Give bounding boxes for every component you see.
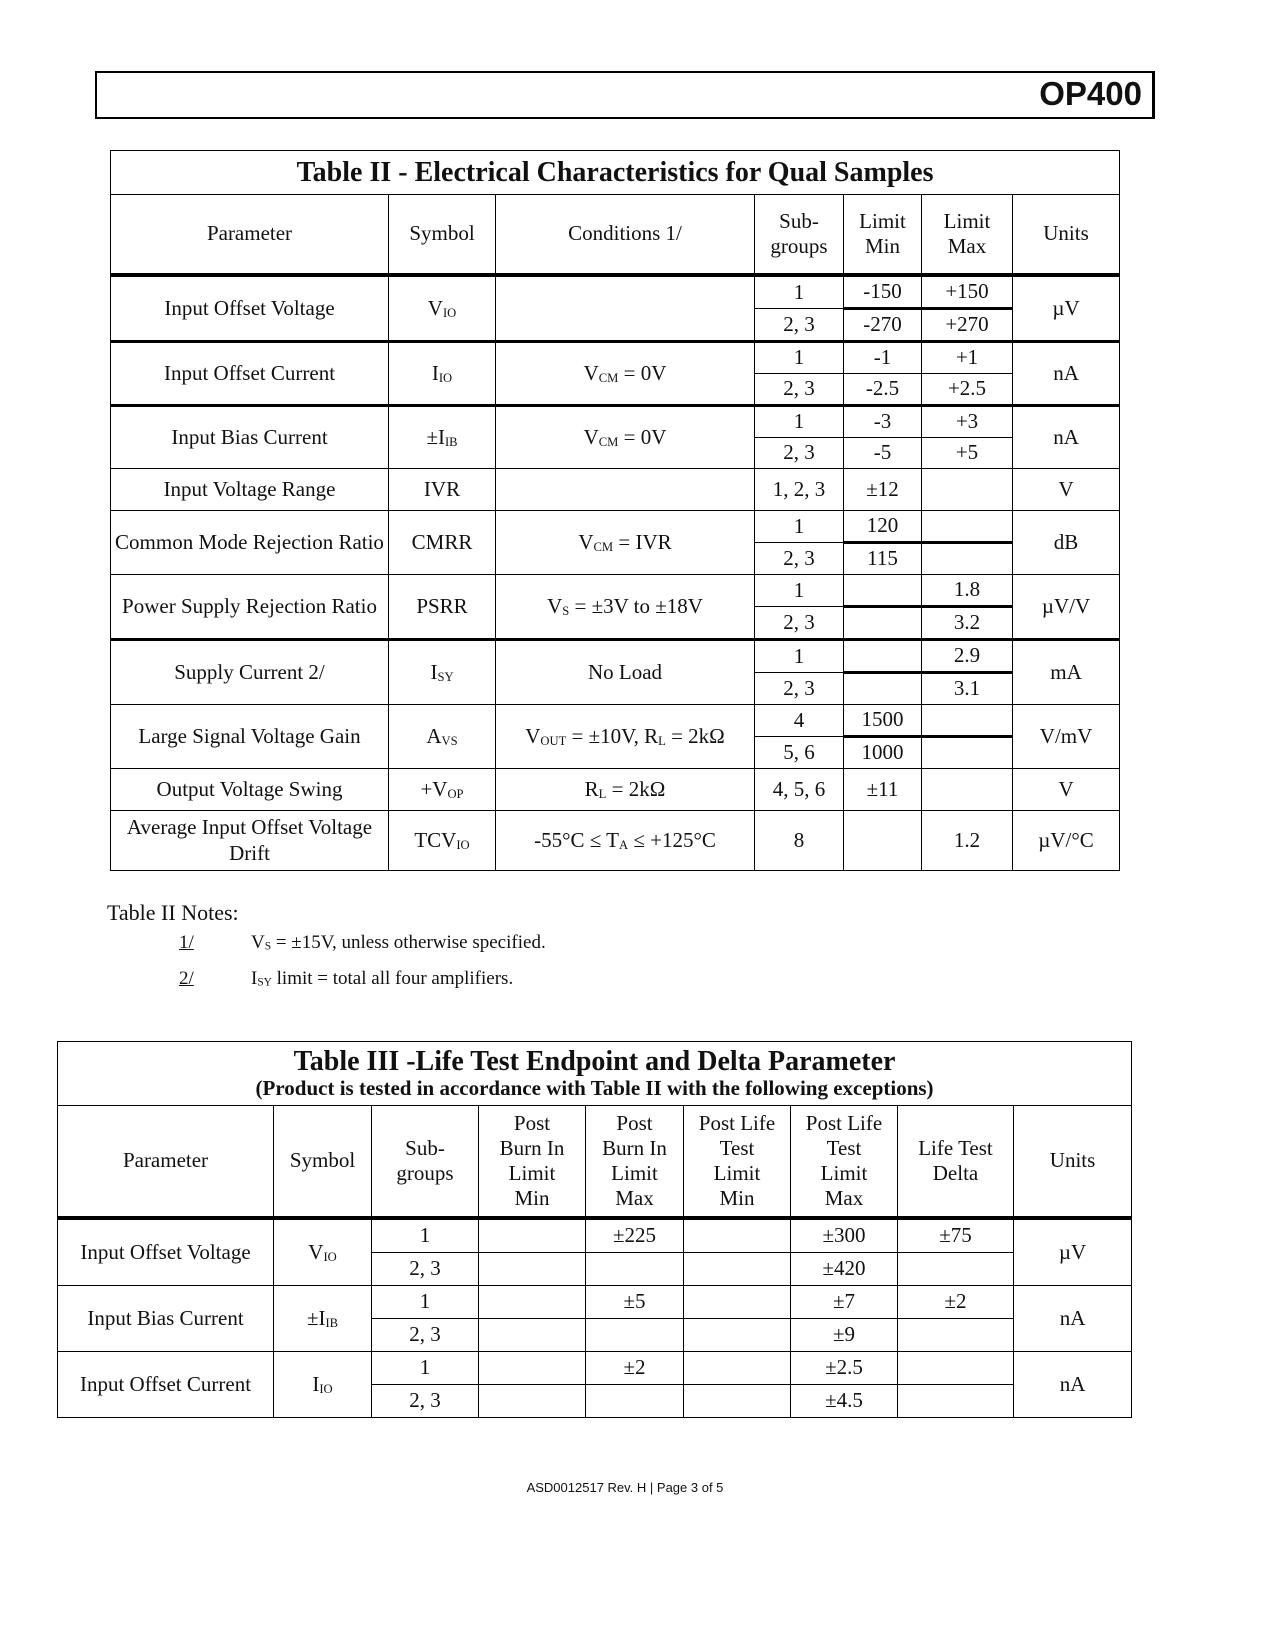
sub-cell: 2, 3 [372, 1385, 479, 1418]
text-segment: CM [593, 539, 614, 554]
sub-cell: 1 [755, 575, 844, 607]
table-electrical-characteristics [110, 150, 1120, 871]
part-number: OP400 [1039, 75, 1142, 112]
text-segment: = 0V [618, 360, 667, 385]
parameter-cell: Output Voltage Swing [111, 769, 389, 811]
text-segment: V [427, 295, 443, 320]
pbmax-cell: ±225 [586, 1218, 684, 1253]
text-segment: I [430, 659, 438, 684]
units-cell: V/mV [1013, 705, 1120, 769]
sub-cell: 1 [755, 275, 844, 309]
max-cell: 1.8 [922, 575, 1013, 607]
text-segment: ±I [306, 1305, 326, 1330]
pbmax-cell [586, 1385, 684, 1418]
conditions-cell [496, 469, 755, 511]
conditions-cell [496, 406, 755, 469]
text-segment: = ±10V, R [566, 723, 659, 748]
sub-cell: 1 [755, 640, 844, 673]
symbol-cell [389, 811, 496, 871]
min-cell [844, 811, 922, 871]
text-segment: L [658, 733, 666, 748]
column-header: Parameter [111, 195, 389, 276]
max-cell [922, 543, 1013, 575]
parameter-cell: Input Offset Voltage [58, 1218, 274, 1286]
text-segment: SY [437, 669, 454, 684]
conditions-cell [496, 705, 755, 769]
table-row [58, 1218, 1132, 1253]
min-cell: 120 [844, 511, 922, 543]
conditions-cell [496, 511, 755, 575]
parameter-cell: Input Bias Current [58, 1286, 274, 1352]
sub-cell: 2, 3 [755, 543, 844, 575]
parameter-cell: Average Input Offset Voltage Drift [111, 811, 389, 871]
sub-cell: 1 [372, 1286, 479, 1319]
max-cell: +3 [922, 406, 1013, 438]
table-row [111, 705, 1120, 737]
units-cell: mA [1013, 640, 1120, 705]
min-cell: -5 [844, 438, 922, 469]
min-cell: -3 [844, 406, 922, 438]
plmax-cell: ±300 [791, 1218, 898, 1253]
text-segment: ±I [426, 424, 445, 449]
text-segment: I [431, 360, 439, 385]
min-cell: 1500 [844, 705, 922, 737]
pbmax-cell [586, 1253, 684, 1286]
sub-cell: 1 [755, 342, 844, 374]
max-cell: +150 [922, 275, 1013, 309]
text-segment: A [426, 723, 442, 748]
plmin-cell [684, 1218, 791, 1253]
units-cell: nA [1013, 406, 1120, 469]
min-cell: -270 [844, 309, 922, 342]
column-header: Post Life Test Limit Min [684, 1106, 791, 1219]
table-row [111, 406, 1120, 438]
delta-cell [898, 1352, 1014, 1385]
plmin-cell [684, 1319, 791, 1352]
units-cell: V [1013, 469, 1120, 511]
plmin-cell [684, 1385, 791, 1418]
sub-cell: 2, 3 [372, 1319, 479, 1352]
text-segment: V [583, 424, 599, 449]
max-cell: 3.2 [922, 607, 1013, 640]
column-header: Post Burn In Limit Min [479, 1106, 586, 1219]
page-header [95, 71, 1155, 119]
units-cell: µV/°C [1013, 811, 1120, 871]
column-header: Post Life Test Limit Max [791, 1106, 898, 1219]
table-row [111, 511, 1120, 543]
conditions-cell [496, 275, 755, 342]
min-cell: ±12 [844, 469, 922, 511]
text-segment: CMRR [411, 529, 473, 554]
text-segment: IO [456, 837, 470, 852]
min-cell: 1000 [844, 737, 922, 769]
text-segment: = 2kΩ [665, 723, 725, 748]
parameter-cell: Input Bias Current [111, 406, 389, 469]
symbol-cell [389, 275, 496, 342]
table-title: Table II - Electrical Characteristics for Qual Samples [111, 151, 1120, 195]
text-segment: V [525, 723, 541, 748]
text-segment: CM [598, 434, 619, 449]
text-segment: -55°C ≤ T [534, 827, 619, 852]
text-segment: IO [323, 1249, 337, 1264]
symbol-cell [389, 342, 496, 406]
notes-title: Table II Notes: [107, 900, 239, 925]
units-cell: nA [1014, 1352, 1132, 1418]
symbol-cell [389, 575, 496, 640]
text-segment: ≤ +125°C [628, 827, 716, 852]
note-text [251, 932, 546, 954]
text-segment: IVR [423, 476, 461, 501]
text-segment: CM [598, 370, 619, 385]
text-segment: A [618, 837, 629, 852]
pbmax-cell: ±5 [586, 1286, 684, 1319]
min-cell [844, 575, 922, 607]
sub-cell: 2, 3 [372, 1253, 479, 1286]
sub-cell: 1 [755, 406, 844, 438]
note-number: 1/ [179, 932, 194, 953]
min-cell [844, 607, 922, 640]
sub-cell: 4, 5, 6 [755, 769, 844, 811]
column-header: Units [1013, 195, 1120, 276]
symbol-cell [389, 640, 496, 705]
text-segment: OUT [540, 733, 567, 748]
column-header: Life Test Delta [898, 1106, 1014, 1219]
conditions-cell [496, 342, 755, 406]
symbol-cell [274, 1352, 372, 1418]
pbmin-cell [479, 1286, 586, 1319]
text-segment: IO [438, 370, 453, 385]
min-cell: -2.5 [844, 374, 922, 406]
sub-cell: 1 [372, 1352, 479, 1385]
text-segment: IO [319, 1381, 333, 1396]
text-segment: PSRR [416, 593, 468, 618]
max-cell: +1 [922, 342, 1013, 374]
max-cell: 3.1 [922, 673, 1013, 705]
symbol-cell [389, 769, 496, 811]
text-segment: limit = total all four amplifiers. [271, 968, 514, 989]
plmax-cell: ±7 [791, 1286, 898, 1319]
note-number: 2/ [179, 968, 194, 989]
plmax-cell: ±4.5 [791, 1385, 898, 1418]
sub-cell: 2, 3 [755, 438, 844, 469]
text-segment: IB [444, 434, 458, 449]
table-row [111, 275, 1120, 309]
max-cell: +5 [922, 438, 1013, 469]
sub-cell: 2, 3 [755, 607, 844, 640]
delta-cell: ±75 [898, 1218, 1014, 1253]
plmin-cell [684, 1352, 791, 1385]
text-segment: I [312, 1371, 320, 1396]
table-subtitle: (Product is tested in accordance with Table II with the following exceptions) [255, 1075, 934, 1100]
min-cell: -150 [844, 275, 922, 309]
pbmin-cell [479, 1253, 586, 1286]
table-title-main: Table III -Life Test Endpoint and Delta Parameter [293, 1046, 896, 1078]
page-footer: ASD0012517 Rev. H | Page 3 of 5 [526, 1480, 724, 1495]
parameter-cell: Large Signal Voltage Gain [111, 705, 389, 769]
conditions-cell [496, 640, 755, 705]
text-segment: V [583, 360, 599, 385]
sub-cell: 2, 3 [755, 309, 844, 342]
column-header: Parameter [58, 1106, 274, 1219]
text-segment: = ±15V, unless otherwise specified. [271, 932, 546, 953]
max-cell [922, 469, 1013, 511]
sub-cell: 1 [755, 511, 844, 543]
max-cell: 2.9 [922, 640, 1013, 673]
pbmin-cell [479, 1352, 586, 1385]
pbmin-cell [479, 1218, 586, 1253]
text-segment: S [562, 603, 570, 618]
max-cell [922, 511, 1013, 543]
units-cell: V [1013, 769, 1120, 811]
text-segment: V [251, 932, 265, 953]
column-header: Post Burn In Limit Max [586, 1106, 684, 1219]
column-header: Units [1014, 1106, 1132, 1219]
max-cell: 1.2 [922, 811, 1013, 871]
pbmin-cell [479, 1385, 586, 1418]
parameter-cell: Input Voltage Range [111, 469, 389, 511]
text-segment: +V [420, 776, 448, 801]
plmin-cell [684, 1286, 791, 1319]
max-cell: +270 [922, 309, 1013, 342]
units-cell: nA [1014, 1286, 1132, 1352]
text-segment: SY [257, 976, 272, 989]
pbmax-cell: ±2 [586, 1352, 684, 1385]
text-segment: V [547, 593, 563, 618]
header-row [58, 1106, 1132, 1219]
sub-cell: 1 [372, 1218, 479, 1253]
text-segment: = 0V [618, 424, 667, 449]
symbol-cell [389, 406, 496, 469]
text-segment: VS [441, 733, 458, 748]
column-header: Sub- groups [372, 1106, 479, 1219]
table-row [111, 769, 1120, 811]
column-header: Symbol [274, 1106, 372, 1219]
text-segment: I [251, 968, 258, 989]
min-cell: -1 [844, 342, 922, 374]
table-row [111, 811, 1120, 871]
sub-cell: 1, 2, 3 [755, 469, 844, 511]
text-segment: IB [325, 1315, 339, 1330]
conditions-cell [496, 769, 755, 811]
conditions-cell [496, 575, 755, 640]
table-title [58, 1042, 1132, 1106]
symbol-cell [389, 511, 496, 575]
parameter-cell: Input Offset Current [111, 342, 389, 406]
table-row [111, 640, 1120, 673]
min-cell [844, 640, 922, 673]
table-row [111, 469, 1120, 511]
text-segment: IO [442, 305, 457, 320]
max-cell [922, 737, 1013, 769]
units-cell: dB [1013, 511, 1120, 575]
table-row [111, 575, 1120, 607]
column-header: Symbol [389, 195, 496, 276]
parameter-cell: Input Offset Voltage [111, 275, 389, 342]
sub-cell: 2, 3 [755, 673, 844, 705]
max-cell [922, 769, 1013, 811]
parameter-cell: Input Offset Current [58, 1352, 274, 1418]
plmax-cell: ±420 [791, 1253, 898, 1286]
table-life-test [57, 1041, 1132, 1418]
plmin-cell [684, 1253, 791, 1286]
min-cell [844, 673, 922, 705]
column-header: Limit Max [922, 195, 1013, 276]
max-cell: +2.5 [922, 374, 1013, 406]
text-segment: L [598, 786, 607, 801]
max-cell [922, 705, 1013, 737]
units-cell: µV/V [1013, 575, 1120, 640]
sub-cell: 5, 6 [755, 737, 844, 769]
column-header: Sub- groups [755, 195, 844, 276]
parameter-cell: Power Supply Rejection Ratio [111, 575, 389, 640]
symbol-cell [274, 1286, 372, 1352]
note-text [251, 968, 513, 990]
symbol-cell [389, 469, 496, 511]
units-cell: µV [1013, 275, 1120, 342]
text-segment: V [308, 1239, 324, 1264]
symbol-cell [274, 1218, 372, 1286]
pbmax-cell [586, 1319, 684, 1352]
parameter-cell: Common Mode Rejection Ratio [111, 511, 389, 575]
text-segment: = 2kΩ [606, 776, 666, 801]
text-segment: R [584, 776, 599, 801]
symbol-cell [389, 705, 496, 769]
header-row [111, 195, 1120, 276]
table-row [58, 1352, 1132, 1385]
table-row [111, 342, 1120, 374]
units-cell: µV [1014, 1218, 1132, 1286]
delta-cell [898, 1253, 1014, 1286]
table-row [58, 1286, 1132, 1319]
text-segment: = ±3V to ±18V [569, 593, 703, 618]
plmax-cell: ±9 [791, 1319, 898, 1352]
delta-cell [898, 1385, 1014, 1418]
sub-cell: 2, 3 [755, 374, 844, 406]
delta-cell [898, 1319, 1014, 1352]
min-cell: ±11 [844, 769, 922, 811]
text-segment: OP [447, 786, 464, 801]
plmax-cell: ±2.5 [791, 1352, 898, 1385]
text-segment: = IVR [613, 529, 672, 554]
column-header: Limit Min [844, 195, 922, 276]
min-cell: 115 [844, 543, 922, 575]
text-segment: TCV [414, 827, 457, 852]
parameter-cell: Supply Current 2/ [111, 640, 389, 705]
conditions-cell [496, 811, 755, 871]
text-segment: V [578, 529, 594, 554]
sub-cell: 8 [755, 811, 844, 871]
delta-cell: ±2 [898, 1286, 1014, 1319]
text-segment: No Load [587, 659, 663, 684]
units-cell: nA [1013, 342, 1120, 406]
sub-cell: 4 [755, 705, 844, 737]
pbmin-cell [479, 1319, 586, 1352]
text-segment: S [264, 940, 272, 953]
column-header: Conditions 1/ [496, 195, 755, 276]
